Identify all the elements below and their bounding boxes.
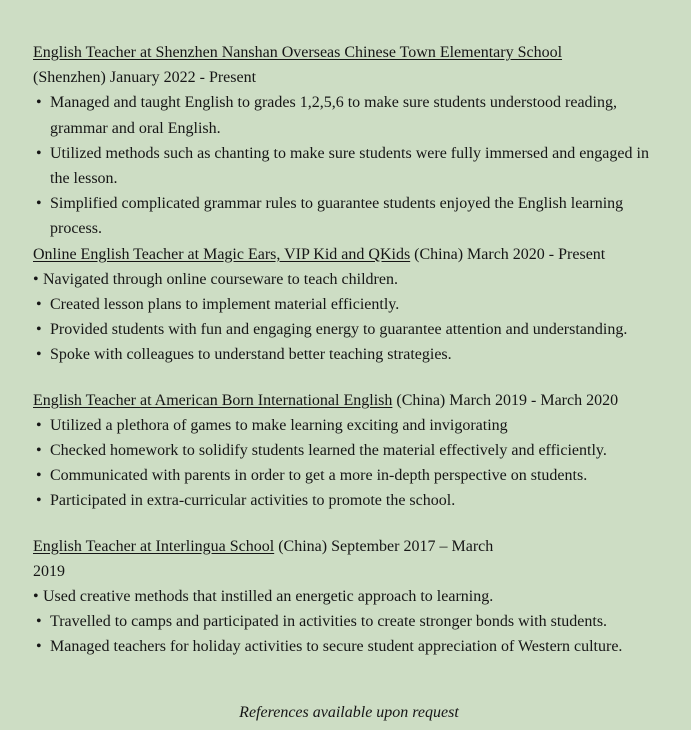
bullet-item xyxy=(33,488,665,513)
job-entry xyxy=(33,388,665,514)
bullet-text: Participated in extra-curricular activities to promote the school. xyxy=(50,492,456,510)
job-heading-rest: (China) March 2020 - Present xyxy=(410,245,606,263)
bullet-item xyxy=(33,438,665,463)
bullet-glyph: • xyxy=(36,346,42,364)
bullet-item xyxy=(33,342,665,367)
bullet-item xyxy=(33,413,665,438)
bullet-item xyxy=(33,267,665,292)
bullet-list xyxy=(33,413,665,514)
bullet-text: Travelled to camps and participated in activities to create stronger bonds with students. xyxy=(50,613,608,631)
bullet-glyph: • xyxy=(36,195,42,213)
experience-section xyxy=(33,40,665,660)
bullet-text: Used creative methods that instilled an energetic approach to learning. xyxy=(43,588,494,606)
job-subtitle: (Shenzhen) January 2022 - Present xyxy=(33,69,257,87)
bullet-list xyxy=(33,90,665,241)
bullet-glyph: • xyxy=(36,144,42,162)
job-heading xyxy=(33,40,665,65)
blank-line xyxy=(33,660,665,680)
bullet-glyph: • xyxy=(36,638,42,656)
job-heading xyxy=(33,242,665,267)
bullet-text: Created lesson plans to implement material efficiently. xyxy=(50,296,400,314)
bullet-glyph: • xyxy=(36,296,42,314)
bullet-item xyxy=(33,609,665,634)
bullet-item xyxy=(33,141,665,191)
job-heading xyxy=(33,534,665,559)
bullet-glyph: • xyxy=(33,588,39,606)
job-entry xyxy=(33,534,665,660)
job-title: English Teacher at Shenzhen Nanshan Overseas Chinese Town Elementary School xyxy=(33,44,563,61)
bullet-text: Navigated through online courseware to teach children. xyxy=(43,270,398,288)
bullet-text: Simplified complicated grammar rules to guarantee students enjoyed the English learning process. xyxy=(50,195,624,238)
bullet-text: Provided students with fun and engaging energy to guarantee attention and understanding. xyxy=(50,321,628,339)
bullet-glyph: • xyxy=(36,492,42,510)
bullet-list xyxy=(33,584,665,660)
bullet-text: Managed and taught English to grades 1,2,5,6 to make sure students understood reading, grammar and oral English. xyxy=(50,94,617,137)
bullet-glyph: • xyxy=(36,416,42,434)
bullet-glyph: • xyxy=(33,270,39,288)
bullet-text: Spoke with colleagues to understand better teaching strategies. xyxy=(50,346,452,364)
bullet-item xyxy=(33,463,665,488)
job-heading xyxy=(33,388,665,413)
job-title: Online English Teacher at Magic Ears, VIP Kid and QKids xyxy=(33,245,411,263)
bullet-glyph: • xyxy=(36,613,42,631)
job-title: English Teacher at Interlingua School xyxy=(33,537,275,555)
bullet-text: Managed teachers for holiday activities to secure student appreciation of Western culture. xyxy=(50,638,623,656)
job-title: English Teacher at American Born International English xyxy=(33,391,393,409)
bullet-item xyxy=(33,90,665,140)
job-heading-rest: (China) September 2017 – March xyxy=(274,537,494,555)
bullet-item xyxy=(33,584,665,609)
job-entry xyxy=(33,40,665,242)
bullet-text: Utilized a plethora of games to make learning exciting and invigorating xyxy=(50,416,508,434)
references-note: References available upon request xyxy=(239,703,459,721)
job-subtitle: 2019 xyxy=(33,562,65,580)
bullet-glyph: • xyxy=(36,442,42,460)
blank-line xyxy=(33,368,665,388)
bullet-item xyxy=(33,317,665,342)
bullet-item xyxy=(33,634,665,659)
bullet-item xyxy=(33,292,665,317)
bullet-glyph: • xyxy=(36,467,42,485)
bullet-text: Utilized methods such as chanting to make sure students were fully immersed and engaged in the lesson. xyxy=(50,144,649,188)
bullet-glyph: • xyxy=(36,321,42,339)
job-entry xyxy=(33,242,665,368)
bullet-glyph: • xyxy=(36,94,42,112)
job-heading-rest: (China) March 2019 - March 2020 xyxy=(392,391,619,409)
bullet-text: Checked homework to solidify students learned the material effectively and efficiently. xyxy=(50,442,607,460)
blank-line xyxy=(33,514,665,534)
bullet-text: Communicated with parents in order to get a more in-depth perspective on students. xyxy=(50,467,588,485)
bullet-list xyxy=(33,267,665,368)
bullet-item xyxy=(33,191,665,241)
